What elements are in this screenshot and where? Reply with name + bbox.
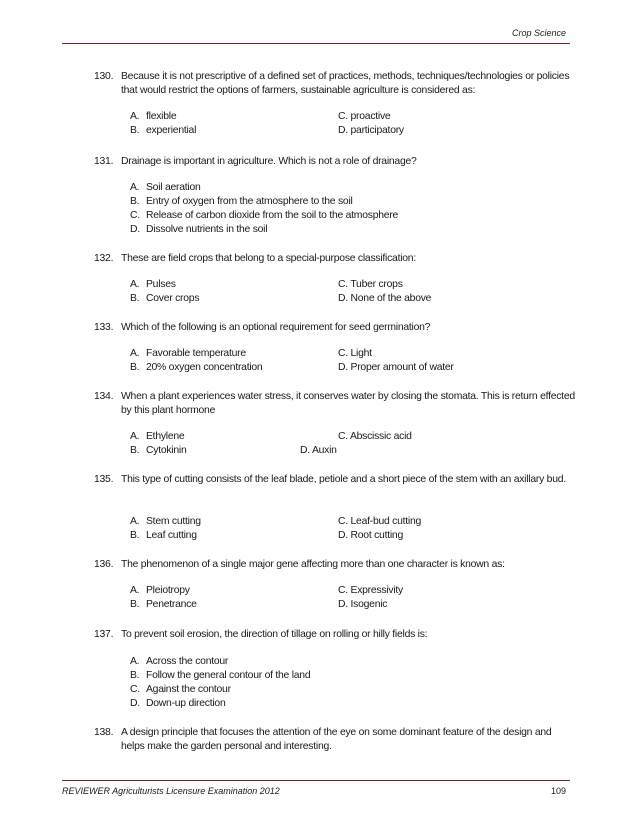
footer-rule	[62, 780, 570, 781]
question-text: Because it is not prescriptive of a defined set of practices, methods, techniques/technologies or policies that would restrict the options of farmers, sustainable agriculture is considered as:	[121, 71, 570, 96]
question-text: Which of the following is an optional requirement for seed germination?	[121, 322, 431, 333]
option-c: C. Expressivity	[338, 585, 403, 596]
option-c: C. Tuber crops	[338, 279, 403, 290]
option-d: D. participatory	[338, 125, 404, 136]
header-rule	[62, 43, 570, 44]
option-c: C. Abscissic acid	[338, 431, 412, 442]
page-number: 109	[550, 786, 566, 796]
question-text: This type of cutting consists of the leaf blade, petiole and a short piece of the stem with an axillary bud.	[121, 474, 566, 485]
running-header: Crop Science	[511, 28, 566, 38]
option-d: D. None of the above	[338, 293, 432, 304]
question-number: 132.	[94, 253, 114, 264]
question-number: 138.	[94, 727, 114, 738]
option-d: D. Isogenic	[338, 599, 388, 610]
footer-title: REVIEWER Agriculturists Licensure Examination 2012	[62, 786, 280, 796]
option-c: C. Leaf-bud cutting	[338, 516, 422, 527]
question-text: To prevent soil erosion, the direction of tillage on rolling or hilly fields is:	[121, 629, 428, 640]
option-c: C. proactive	[338, 111, 391, 122]
option-d: D. Auxin	[300, 445, 337, 456]
option-d: D. Proper amount of water	[338, 362, 454, 373]
question-number: 135.	[94, 474, 114, 485]
question-number: 130.	[94, 71, 114, 82]
question-text: The phenomenon of a single major gene affecting more than one character is known as:	[121, 559, 505, 570]
option-d: D. Root cutting	[338, 530, 403, 541]
question-text: These are field crops that belong to a special-purpose classification:	[121, 253, 416, 264]
question-text: A design principle that focuses the attention of the eye on some dominant feature of the design and helps make the garden personal and interesting.	[121, 727, 552, 752]
question-number: 136.	[94, 559, 114, 570]
question-text: When a plant experiences water stress, it conserves water by closing the stomata. This is return effected by this plant hormone	[121, 391, 575, 416]
question-number: 131.	[94, 156, 114, 167]
question-number: 133.	[94, 322, 114, 333]
option-c: C. Light	[338, 348, 372, 359]
question-number: 137.	[94, 629, 114, 640]
question-number: 134.	[94, 391, 114, 402]
question-text: Drainage is important in agriculture. Which is not a role of drainage?	[121, 156, 417, 167]
